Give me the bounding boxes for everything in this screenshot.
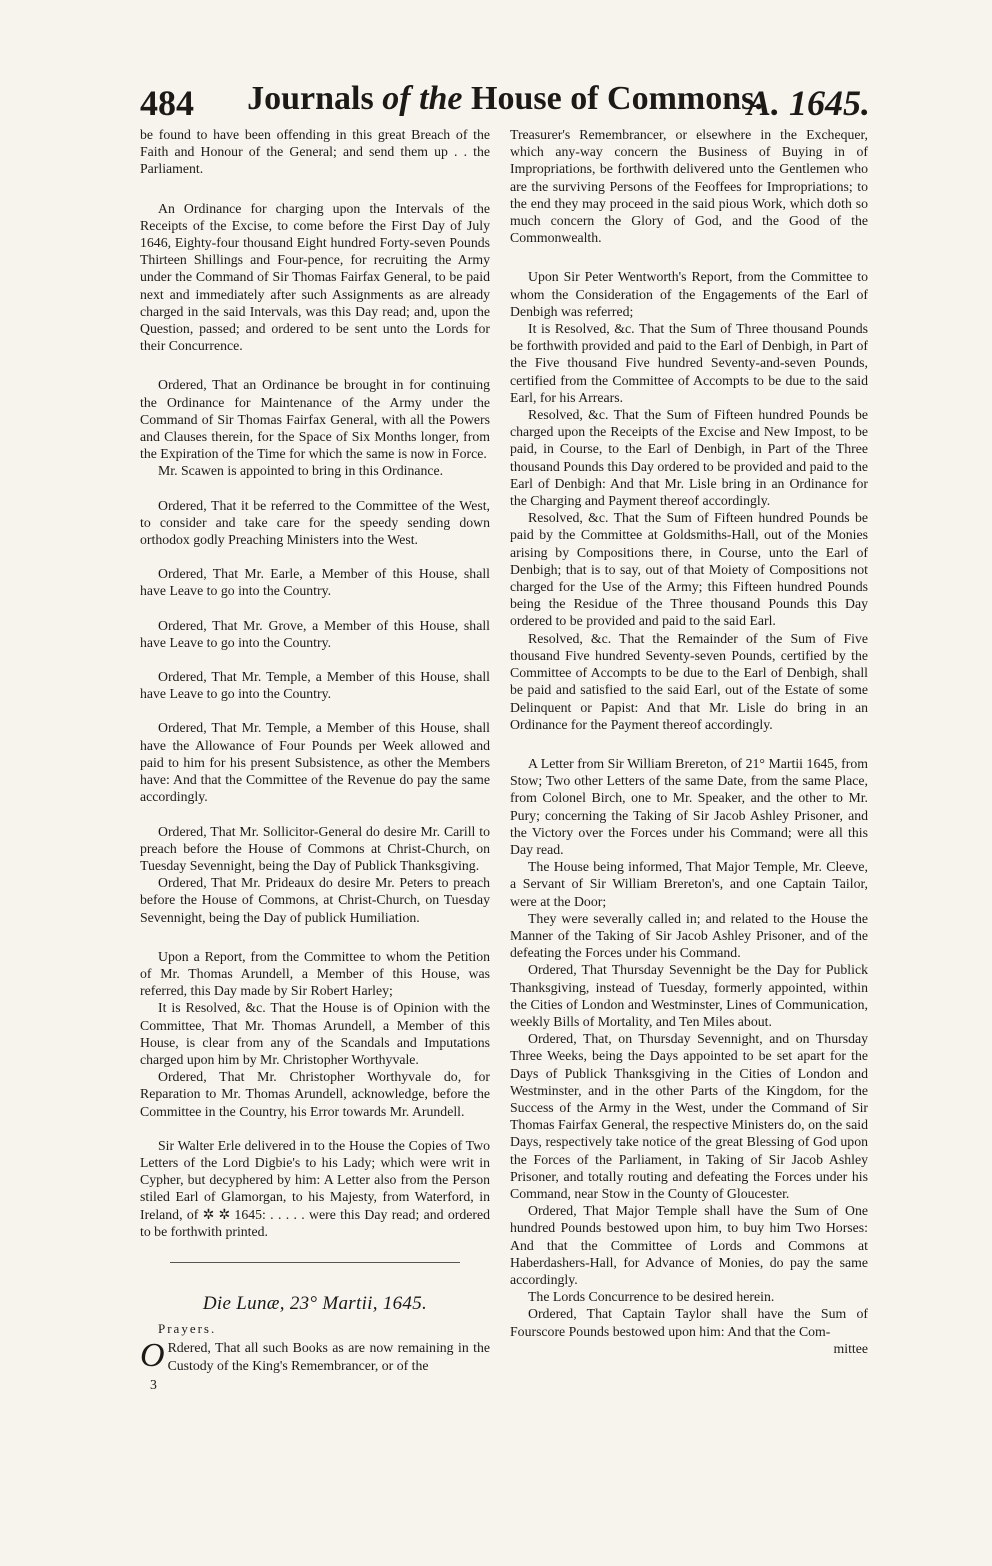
paragraph: They were severally called in; and related to the House the Manner of the Taking of Sir Jacob Ashley Prisoner, and of the defeating the Forces under his Command. — [510, 910, 868, 961]
paragraph: Ordered, That an Ordinance be brought in for continuing the Ordinance for Maintenance of the Army under the Command of Sir Thomas Fairfax General, with all the Powers and Clauses therein, for the Space of Six Months longer, from the Expiration of the Time for which the same is now in Force. — [140, 377, 490, 462]
drop-cap: O — [140, 1337, 165, 1375]
paragraph-text: Rdered, That all such Books as are now remaining in the Custody of the King's Remembrancer, or of the — [167, 1340, 490, 1373]
paragraph: It is Resolved, &c. That the House is of Opinion with the Committee, That Mr. Thomas Arundell, a Member of this House, is clear from any of the Scandals and Imputations charged upon him by Mr. Christopher Worthyvale. — [140, 1000, 490, 1067]
title-part2: House of Commons. — [471, 80, 763, 117]
left-column — [140, 126, 490, 1393]
prayers-label: Prayers. — [158, 1321, 217, 1337]
paragraph: Ordered, That, on Thursday Sevennight, and on Thursday Three Weeks, being the Days appointed to be set apart for the Days of Publick Thanksgiving in the Cities of London and Westminster, and in the other Parts of the Kingdom, for the Success of the Army in the West, under the Command of Sir Thomas Fairfax General, the respective Ministers do, on the said Days, respectively take notice of the great Blessing of God upon the Forces of the Parliament, in Taking of Sir Jacob Ashley Prisoner, and totally routing and defeating the Forces under his Command, near Stow in the County of Gloucester. — [510, 1031, 868, 1201]
paragraph: The Lords Concurrence to be desired herein. — [528, 1289, 775, 1305]
page-number: 484 — [140, 83, 194, 123]
title-part1: Journals — [247, 80, 374, 117]
paragraph: Resolved, &c. That the Sum of Fifteen hundred Pounds be charged upon the Receipts of the Excise and New Impost, to be paid, in Course, to the Earl of Denbigh, in Part of the Three thousand Pounds this Day ordered to be provided and paid to the Earl of Denbigh: And that Mr. Lisle bring in an Ordinance for the Charging and Payment thereof accordingly. — [510, 407, 868, 509]
paragraph: Ordered, That Mr. Sollicitor-General do desire Mr. Carill to preach before the House of Commons at Christ-Church, on Tuesday Sevennight, being the Day of Publick Thanksgiving. — [140, 823, 490, 873]
right-column — [510, 126, 868, 1357]
paragraph: Ordered, That Thursday Sevennight be the Day for Publick Thanksgiving, instead of Tuesday, formerly appointed, within the Cities of London and Westminster, Lines of Communication, weekly Bills of Mortality, and Ten Miles about. — [510, 962, 868, 1029]
paragraph: Ordered, That Mr. Earle, a Member of this House, shall have Leave to go into the Country. — [140, 566, 490, 599]
paragraph: Mr. Scawen is appointed to bring in this Ordinance. — [158, 463, 444, 479]
paragraph: Upon a Report, from the Committee to whom the Petition of Mr. Thomas Arundell, a Member of this House, was referred, this Day made by Sir Robert Harley; — [140, 948, 490, 999]
paragraph: Ordered, That Captain Taylor shall have the Sum of Fourscore Pounds bestowed upon him: And that the Com- — [510, 1306, 868, 1339]
paragraph: be found to have been offending in this great Breach of the Faith and Honour of the General; and send them up . . the Parliament. — [140, 127, 490, 177]
paragraph — [140, 1339, 490, 1373]
catchword: mittee — [833, 1340, 868, 1356]
date-heading: Die Lunæ, 23° Martii, 1645. — [202, 1292, 428, 1314]
paragraph: The House being informed, That Major Temple, Mr. Cleeve, a Servant of Sir William Brereton's, and one Captain Tailor, were at the Door; — [510, 859, 868, 909]
paragraph: Ordered, That Mr. Grove, a Member of this House, shall have Leave to go into the Country. — [140, 617, 490, 650]
paragraph: Ordered, That Mr. Temple, a Member of this House, shall have the Allowance of Four Pounds per Week allowed and paid to him for his present Subsistence, as other the Members have: And that the Committee of the Revenue do pay the same accordingly. — [140, 720, 490, 805]
paragraph: It is Resolved, &c. That the Sum of Three thousand Pounds be forthwith provided and paid to the Earl of Denbigh, in Part of the Five thousand Five hundred Seventy-and-seven Pounds, certified from the Committee of Accompts to be due to the said Earl, for his Arrears. — [510, 321, 868, 405]
paragraph: Treasurer's Remembrancer, or elsewhere in the Exchequer, which any-way concern the Business of Buying in of Impropriations, be forthwith delivered unto the Gentlemen who are the surviving Persons of the Feoffees for Impropriations; to the end they may proceed in the said pious Work, which doth so much concern the Glory of God, and the Good of the Commonwealth. — [510, 127, 868, 246]
paragraph: Resolved, &c. That the Remainder of the Sum of Five thousand Five hundred Seventy-seven Pounds, certified by the Committee of Accompts to be due to the Earl of Denbigh, shall be paid and satisfied to the said Earl, out of the Estate of some Delinquent or Papist: And that Mr. Lisle do bring in an Ordinance for the Payment thereof accordingly. — [510, 630, 868, 732]
paragraph: Ordered, That Mr. Christopher Worthyvale do, for Reparation to Mr. Thomas Arundell, acknowledge, before the Committee in the Country, his Error towards Mr. Arundell. — [140, 1069, 490, 1119]
paragraph: Ordered, That it be referred to the Committee of the West, to consider and take care for the speedy sending down orthodox godly Preaching Ministers into the West. — [140, 497, 490, 548]
paragraph: Ordered, That Mr. Temple, a Member of this House, shall have Leave to go into the Country. — [140, 669, 490, 702]
paragraph: Ordered, That Major Temple shall have the Sum of One hundred Pounds bestowed upon him, to buy him Two Horses: And that the Committee of Lords and Commons at Haberdashers-Hall, for Advance of Monies, do pay the same accordingly. — [510, 1203, 868, 1287]
paragraph: Ordered, That Mr. Prideaux do desire Mr. Peters to preach before the House of Commons, at Christ-Church, on Tuesday Sevennight, being the Day of publick Humiliation. — [140, 875, 490, 925]
paragraph: Sir Walter Erle delivered in to the House the Copies of Two Letters of the Lord Digbie's to his Lady; which were writ in Cypher, but decyphered by him: A Letter also from the Person stiled Earl of Glamorgan, to his Majesty, from Waterford, in Ireland, of ✲ ✲ 1645: . . . . . were this Day read; and ordered to be forthwith printed. — [140, 1137, 490, 1239]
signature-mark: 3 — [150, 1376, 157, 1392]
paragraph: Upon Sir Peter Wentworth's Report, from the Committee to whom the Consideration of the Engagements of the Earl of Denbigh was referred; — [510, 269, 868, 319]
paragraph: A Letter from Sir William Brereton, of 21° Martii 1645, from Stow; Two other Letters of the same Date, from the same Place, from Colonel Birch, one to Mr. Speaker, and the other to Mr. Pury; concerning the Taking of Sir Jacob Ashley Prisoner, and the Victory over the Forces under his Command; were all this Day read. — [510, 755, 868, 857]
title-the: the — [419, 80, 463, 117]
paragraph: Resolved, &c. That the Sum of Fifteen hundred Pounds be paid by the Committee at Goldsmiths-Hall, out of the Monies arising by Compositions there, in Course, unto the Earl of Denbigh; that is to say, out of that Moiety of Compositions not charged for the Use of the Army; this Fifteen hundred Pounds being the Residue of the Three thousand Pounds this Day ordered to be provided and paid to the said Earl. — [510, 510, 868, 629]
page-header — [140, 78, 870, 124]
divider — [170, 1262, 460, 1263]
title-of: of — [382, 80, 411, 117]
paragraph: An Ordinance for charging upon the Intervals of the Receipts of the Excise, to come before the First Day of July 1646, Eighty-four thousand Eight hundred Forty-seven Pounds Thirteen Shillings and Four-pence, for recruiting the Army under the Command of Sir Thomas Fairfax General, to be paid next and immediately after such Assignments as are already charged in the said Intervals, was this Day read; and, upon the Question, passed; and ordered to be sent unto the Lords for their Concurrence. — [140, 200, 490, 354]
year: A. 1645. — [746, 83, 870, 123]
